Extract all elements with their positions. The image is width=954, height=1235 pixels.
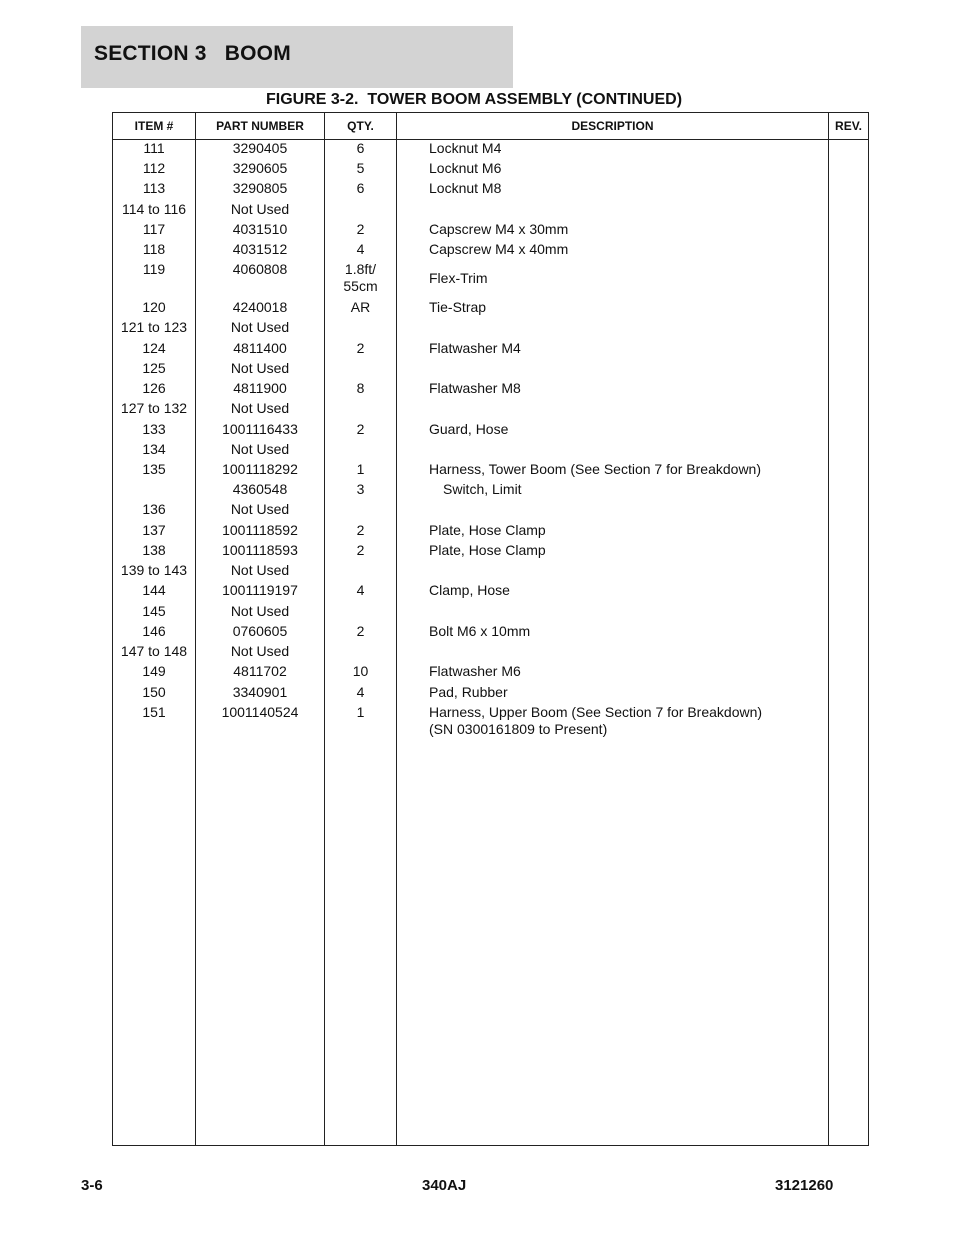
part-number-cell: 4811900 (233, 380, 287, 396)
quantity-cell: 10 (352, 663, 369, 679)
item-number-cell: 137 (142, 522, 166, 538)
item-number-cell: 112 (142, 160, 166, 176)
part-number-cell: Not Used (230, 201, 290, 217)
part-number-cell: Not Used (230, 603, 290, 619)
description-cell: Harness, Upper Boom (See Section 7 for Breakdown) (SN 0300161809 to Present) (429, 704, 763, 737)
quantity-cell: 2 (356, 623, 365, 639)
description-cell: Flex-Trim (429, 270, 488, 286)
description-cell: Locknut M8 (429, 180, 502, 196)
description-cell: Capscrew M4 x 30mm (429, 221, 569, 237)
part-number-cell: Not Used (230, 643, 290, 659)
part-number-cell: Not Used (230, 360, 290, 376)
item-number-cell: 149 (142, 663, 166, 679)
header-part-number: PART NUMBER (216, 119, 304, 133)
item-number-cell: 127 to 132 (120, 400, 188, 416)
header-rev: REV. (835, 119, 862, 133)
part-number-cell: 1001116433 (222, 421, 298, 437)
quantity-cell: 4 (356, 684, 365, 700)
description-cell: Guard, Hose (429, 421, 509, 437)
description-cell: Switch, Limit (443, 481, 522, 497)
part-number-cell: 1001118593 (222, 542, 298, 558)
part-number-cell: 4031510 (232, 221, 288, 237)
item-number-cell: 150 (142, 684, 166, 700)
part-number-cell: 3290405 (232, 140, 288, 156)
footer-model: 340AJ (422, 1177, 467, 1194)
item-number-cell: 138 (142, 542, 166, 558)
section-banner (81, 26, 513, 88)
item-number-cell: 114 to 116 (121, 201, 187, 217)
description-cell: Bolt M6 x 10mm (429, 623, 531, 639)
parts-table (112, 112, 869, 1146)
description-cell: Locknut M4 (429, 140, 502, 156)
part-number-cell: 3340901 (232, 684, 288, 700)
item-number-cell: 144 (142, 582, 166, 598)
item-number-cell: 151 (142, 704, 166, 720)
part-number-cell: Not Used (230, 319, 290, 335)
item-number-cell: 118 (142, 241, 166, 257)
item-number-cell: 125 (142, 360, 166, 376)
description-cell: Tie-Strap (429, 299, 487, 315)
quantity-cell: 4 (356, 241, 365, 257)
quantity-cell: 2 (356, 542, 365, 558)
quantity-cell: 1 (356, 461, 365, 477)
item-number-cell: 146 (142, 623, 166, 639)
part-number-cell: 4360548 (232, 481, 288, 497)
part-number-cell: Not Used (230, 562, 290, 578)
part-number-cell: 3290605 (232, 160, 288, 176)
part-number-cell: 4240018 (232, 299, 288, 315)
quantity-cell: 1.8ft/ 55cm (343, 261, 378, 294)
quantity-cell: 6 (356, 140, 365, 156)
item-number-cell: 126 (142, 380, 166, 396)
description-cell: Flatwasher M6 (429, 663, 521, 679)
quantity-cell: 2 (356, 421, 365, 437)
quantity-cell: 1 (356, 704, 365, 720)
header-description: DESCRIPTION (571, 119, 654, 133)
description-cell: Harness, Tower Boom (See Section 7 for Breakdown) (429, 461, 762, 477)
part-number-cell: 1001118592 (222, 522, 298, 538)
description-cell: Capscrew M4 x 40mm (429, 241, 569, 257)
item-number-cell: 135 (142, 461, 166, 477)
quantity-cell: 2 (356, 340, 365, 356)
part-number-cell: 4031512 (232, 241, 288, 257)
footer-doc-number: 3121260 (775, 1177, 834, 1194)
description-cell: Pad, Rubber (429, 684, 508, 700)
item-number-cell: 113 (142, 180, 166, 196)
part-number-cell: 1001119197 (222, 582, 298, 598)
quantity-cell: AR (350, 299, 371, 315)
item-number-cell: 119 (142, 261, 166, 277)
part-number-cell: 3290805 (232, 180, 288, 196)
part-number-cell: 4811702 (233, 663, 287, 679)
item-number-cell: 111 (143, 140, 165, 156)
description-cell: Plate, Hose Clamp (429, 522, 546, 538)
item-number-cell: 124 (142, 340, 166, 356)
part-number-cell: Not Used (230, 400, 290, 416)
item-number-cell: 121 to 123 (120, 319, 188, 335)
part-number-cell: 1001140524 (221, 704, 299, 720)
item-number-cell: 134 (142, 441, 166, 457)
description-cell: Plate, Hose Clamp (429, 542, 546, 558)
part-number-cell: Not Used (230, 441, 290, 457)
item-number-cell: 117 (142, 221, 166, 237)
footer-page-number: 3-6 (81, 1177, 103, 1194)
header-qty: QTY. (347, 119, 374, 133)
quantity-cell: 6 (356, 180, 365, 196)
column-divider (396, 113, 397, 1145)
quantity-cell: 5 (356, 160, 365, 176)
figure-title: FIGURE 3-2. TOWER BOOM ASSEMBLY (CONTINUED) (266, 91, 683, 108)
item-number-cell: 133 (142, 421, 166, 437)
item-number-cell: 136 (142, 501, 166, 517)
part-number-cell: 4811400 (233, 340, 287, 356)
quantity-cell: 8 (356, 380, 365, 396)
part-number-cell: 4060808 (232, 261, 288, 277)
item-number-cell: 139 to 143 (120, 562, 188, 578)
part-number-cell: Not Used (230, 501, 290, 517)
section-title: SECTION 3 BOOM (94, 42, 291, 65)
quantity-cell: 2 (356, 221, 365, 237)
description-cell: Flatwasher M8 (429, 380, 521, 396)
quantity-cell: 4 (356, 582, 365, 598)
part-number-cell: 0760605 (232, 623, 288, 639)
quantity-cell: 2 (356, 522, 365, 538)
description-cell: Clamp, Hose (429, 582, 510, 598)
item-number-cell: 120 (142, 299, 166, 315)
description-cell: Locknut M6 (429, 160, 502, 176)
quantity-cell: 3 (356, 481, 365, 497)
item-number-cell: 147 to 148 (120, 643, 188, 659)
description-cell: Flatwasher M4 (429, 340, 521, 356)
item-number-cell: 145 (142, 603, 166, 619)
header-item: ITEM # (134, 119, 174, 133)
part-number-cell: 1001118292 (222, 461, 298, 477)
